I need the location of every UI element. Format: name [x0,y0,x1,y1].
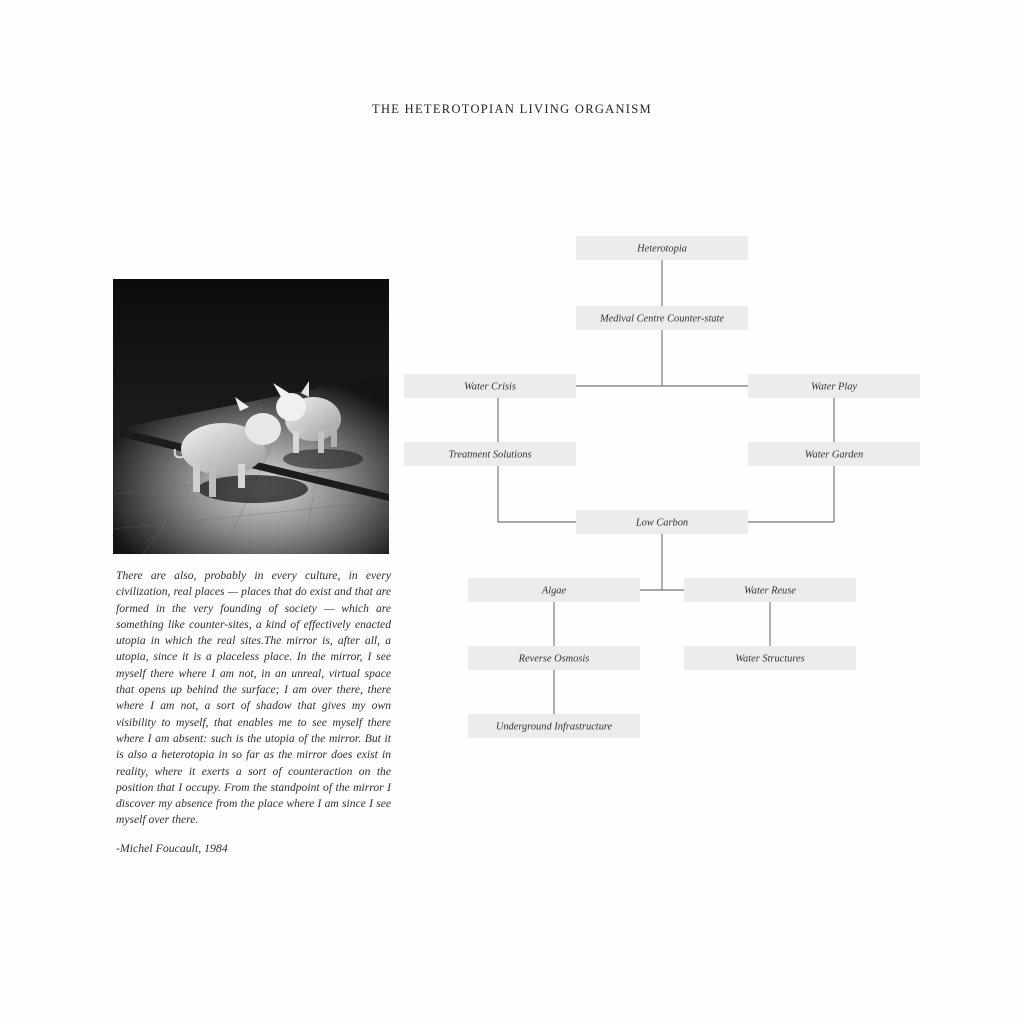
node-underground [468,714,640,738]
node-medival [576,306,748,330]
foucault-quote: There are also, probably in every culture, in every civilization, real places — places that do exist and that are formed in the very founding of society — which are something like counter-sites, a kind of effectively enacted utopia in which the real sites.The mirror is, after all, a utopia, since it is a placeless place. In the mirror, I see myself there where I am not, in an unreal, virtual space that opens up behind the surface; I am over there, there where I am not, a sort of shadow that gives my own visibility to myself, that enables me to see myself there where I am absent: such is the utopia of the mirror. But it is also a heterotopia in so far as the mirror does exist in reality, where it exerts a sort of counteraction on the position that I occupy. From the standpoint of the mirror I discover my absence from the place where I am since I see myself over there. [116,569,391,827]
node-label: Water Play [810,381,858,393]
edge-treatment-to-low_carbon [498,466,576,522]
node-label: Low Carbon [635,517,689,529]
quote-attribution: -Michel Foucault, 1984 [116,841,228,855]
page-title: THE HETEROTOPIAN LIVING ORGANISM [372,102,652,116]
node-low-carbon [576,510,748,534]
diagram-nodes [404,236,920,738]
node-label: Water Reuse [744,585,796,597]
edge-medival-to-water_crisis [576,330,662,386]
node-label: Water Crisis [464,381,516,393]
node-water-garden [748,442,920,466]
edge-water_garden-to-low_carbon [748,466,834,522]
node-label: Water Garden [804,449,864,461]
node-label: Treatment Solutions [448,449,532,461]
node-label: Water Structures [735,653,805,665]
node-label: Heterotopia [637,243,687,255]
node-water-play [748,374,920,398]
node-algae [468,578,640,602]
node-label: Medival Centre Counter-state [599,313,725,325]
node-water-structures [684,646,856,670]
node-label: Algae [541,585,567,597]
node-reverse-osmosis [468,646,640,670]
node-label: Reverse Osmosis [518,653,590,665]
edge-low_carbon-to-algae [640,534,662,590]
node-water-reuse [684,578,856,602]
node-label: Underground Infrastructure [495,721,613,733]
node-heterotopia [576,236,748,260]
node-treatment [404,442,576,466]
node-water-crisis [404,374,576,398]
